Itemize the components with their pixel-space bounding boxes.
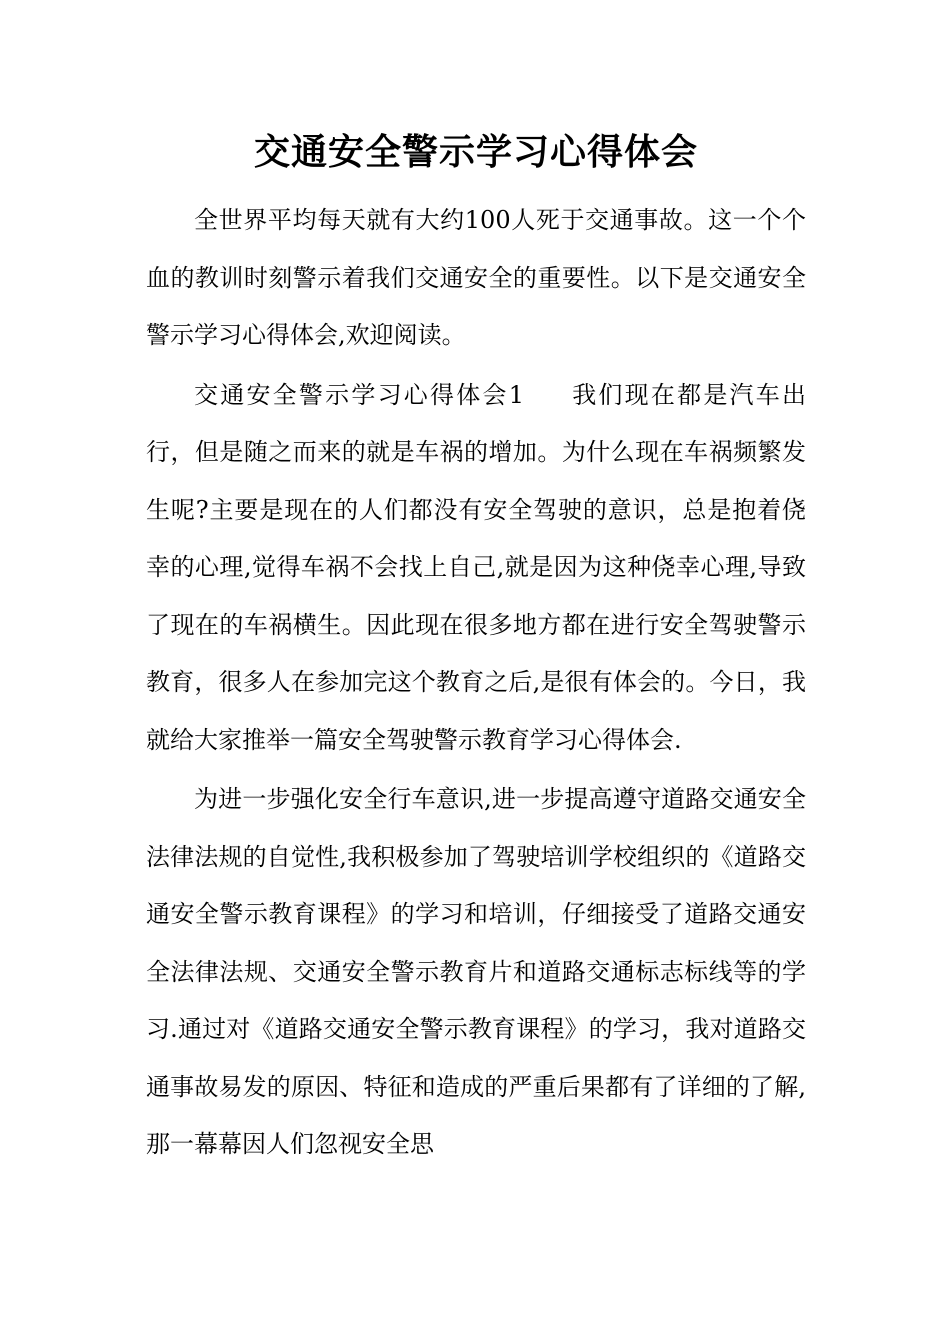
section-1-body: 我们现在都是汽车出行，但是随之而来的就是车祸的增加。为什么现在车祸频繁发生呢?主要是现在的人们都没有安全驾驶的意识，总是抱着侥幸的心理,觉得车祸不会找上自己,就是因为这种侥幸心理,导致了现在的车祸横生。因此现在很多地方都在进行安全驾驶警示教育，很多人在参加完这个教育之后,是很有体会的。今日，我就给大家推举一篇安全驾驶警示教育学习心得体会. [146,380,806,754]
section-1-heading: 交通安全警示学习心得体会1 [194,380,524,409]
document-page [146,120,806,1174]
document-title: 交通安全警示学习心得体会 [253,131,698,173]
intro-paragraph: 全世界平均每天就有大约100人死于交通事故。这一个个血的教训时刻警示着我们交通安全的重要性。以下是交通安全警示学习心得体会,欢迎阅读。 [146,206,806,349]
paragraph-3: 为进一步强化安全行车意识,进一步提高遵守道路交通安全法律法规的自觉性,我积极参加了驾驶培训学校组织的《道路交通安全警示教育课程》的学习和培训，仔细接受了道路交通安全法律法规、交通安全警示教育片和道路交通标志标线等的学习.通过对《道路交通安全警示教育课程》的学习，我对道路交通事故易发的原因、特征和造成的严重后果都有了详细的了解,那一幕幕因人们忽视安全思 [146,785,806,1158]
section-1-paragraph [146,367,806,770]
